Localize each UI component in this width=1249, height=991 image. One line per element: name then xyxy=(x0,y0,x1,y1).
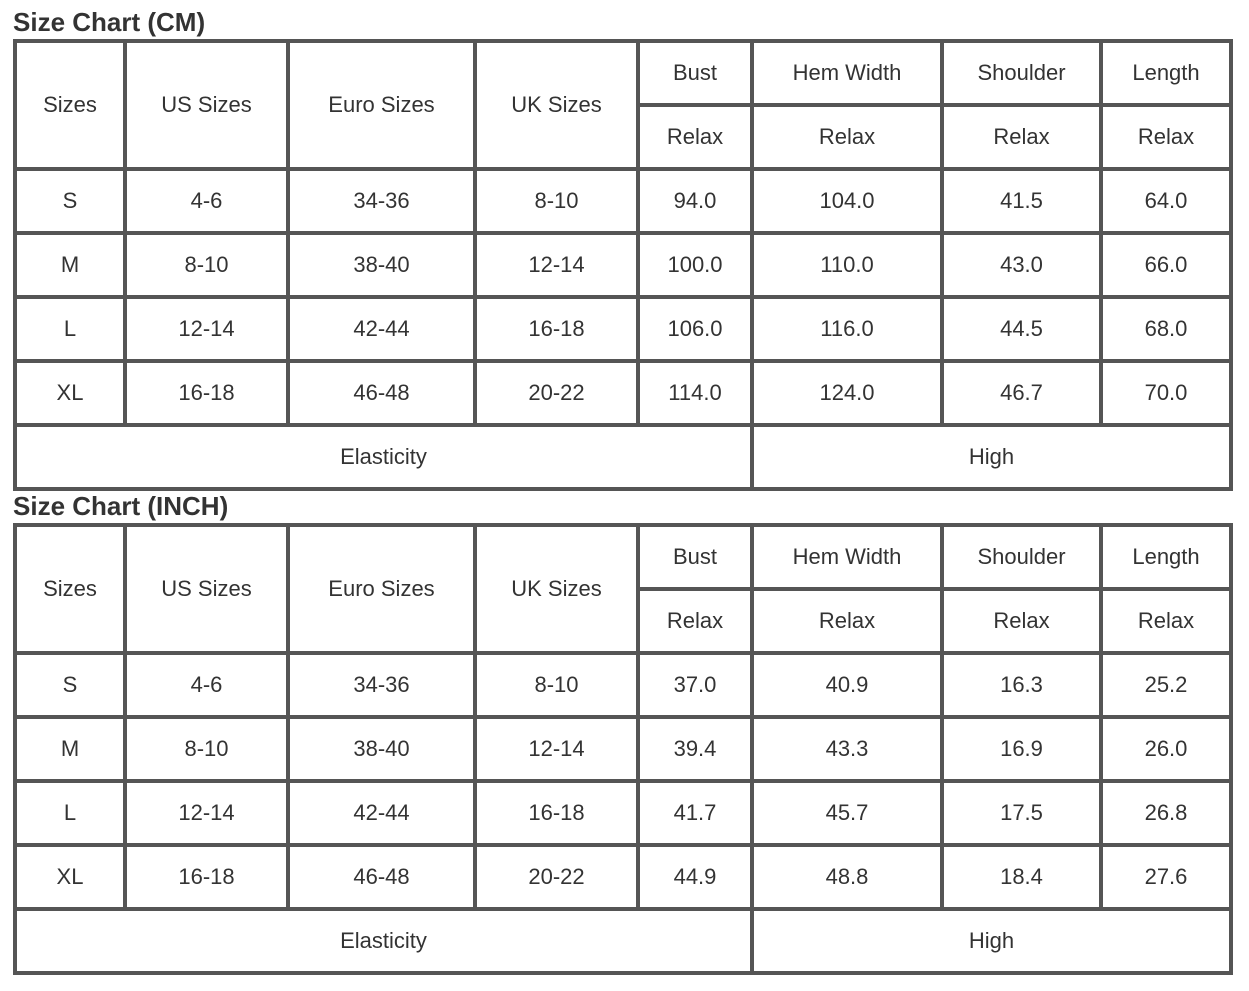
header-hem-width: Hem Width xyxy=(752,525,942,589)
table-row xyxy=(15,781,1231,845)
header-euro-sizes: Euro Sizes xyxy=(288,41,475,169)
table-row xyxy=(15,361,1231,425)
shoulder-cell: 46.7 xyxy=(942,361,1101,425)
bust-cell: 39.4 xyxy=(638,717,752,781)
size-cell: S xyxy=(15,653,125,717)
length-cell: 26.0 xyxy=(1101,717,1231,781)
hem-width-cell: 124.0 xyxy=(752,361,942,425)
length-cell: 26.8 xyxy=(1101,781,1231,845)
shoulder-cell: 18.4 xyxy=(942,845,1101,909)
uk-size-cell: 20-22 xyxy=(475,845,638,909)
shoulder-cell: 43.0 xyxy=(942,233,1101,297)
header-length: Length xyxy=(1101,525,1231,589)
header-us-sizes: US Sizes xyxy=(125,41,288,169)
header-bust: Bust xyxy=(638,525,752,589)
length-cell: 70.0 xyxy=(1101,361,1231,425)
uk-size-cell: 12-14 xyxy=(475,233,638,297)
size-cell: XL xyxy=(15,361,125,425)
table-row xyxy=(15,717,1231,781)
size-cell: L xyxy=(15,781,125,845)
header-sizes: Sizes xyxy=(15,525,125,653)
bust-cell: 100.0 xyxy=(638,233,752,297)
uk-size-cell: 20-22 xyxy=(475,361,638,425)
hem-width-cell: 48.8 xyxy=(752,845,942,909)
euro-size-cell: 42-44 xyxy=(288,781,475,845)
us-size-cell: 4-6 xyxy=(125,169,288,233)
table-row xyxy=(15,653,1231,717)
footer-row xyxy=(15,425,1231,489)
subheader-relax: Relax xyxy=(752,105,942,169)
euro-size-cell: 42-44 xyxy=(288,297,475,361)
chart-title: Size Chart (CM) xyxy=(13,7,206,37)
header-euro-sizes: Euro Sizes xyxy=(288,525,475,653)
us-size-cell: 4-6 xyxy=(125,653,288,717)
size-cell: L xyxy=(15,297,125,361)
header-shoulder: Shoulder xyxy=(942,525,1101,589)
shoulder-cell: 44.5 xyxy=(942,297,1101,361)
header-uk-sizes: UK Sizes xyxy=(475,41,638,169)
hem-width-cell: 116.0 xyxy=(752,297,942,361)
header-row xyxy=(15,41,1231,105)
header-us-sizes: US Sizes xyxy=(125,525,288,653)
subheader-relax: Relax xyxy=(1101,105,1231,169)
length-cell: 68.0 xyxy=(1101,297,1231,361)
header-shoulder: Shoulder xyxy=(942,41,1101,105)
table-row xyxy=(15,845,1231,909)
size-table xyxy=(13,523,1233,975)
size-table xyxy=(13,39,1233,491)
us-size-cell: 16-18 xyxy=(125,361,288,425)
subheader-relax: Relax xyxy=(638,589,752,653)
euro-size-cell: 34-36 xyxy=(288,169,475,233)
size-cell: M xyxy=(15,717,125,781)
bust-cell: 37.0 xyxy=(638,653,752,717)
header-hem-width: Hem Width xyxy=(752,41,942,105)
table-row xyxy=(15,169,1231,233)
uk-size-cell: 12-14 xyxy=(475,717,638,781)
us-size-cell: 8-10 xyxy=(125,717,288,781)
size-cell: M xyxy=(15,233,125,297)
euro-size-cell: 38-40 xyxy=(288,717,475,781)
euro-size-cell: 46-48 xyxy=(288,361,475,425)
length-cell: 25.2 xyxy=(1101,653,1231,717)
bust-cell: 106.0 xyxy=(638,297,752,361)
uk-size-cell: 16-18 xyxy=(475,297,638,361)
length-cell: 27.6 xyxy=(1101,845,1231,909)
hem-width-cell: 43.3 xyxy=(752,717,942,781)
length-cell: 66.0 xyxy=(1101,233,1231,297)
header-bust: Bust xyxy=(638,41,752,105)
subheader-relax: Relax xyxy=(638,105,752,169)
us-size-cell: 8-10 xyxy=(125,233,288,297)
header-uk-sizes: UK Sizes xyxy=(475,525,638,653)
shoulder-cell: 16.3 xyxy=(942,653,1101,717)
shoulder-cell: 16.9 xyxy=(942,717,1101,781)
hem-width-cell: 110.0 xyxy=(752,233,942,297)
uk-size-cell: 8-10 xyxy=(475,169,638,233)
subheader-relax: Relax xyxy=(942,589,1101,653)
elasticity-value: High xyxy=(752,909,1231,973)
size-chart-inch xyxy=(13,490,1233,975)
elasticity-label: Elasticity xyxy=(15,425,752,489)
subheader-relax: Relax xyxy=(1101,589,1231,653)
table-row xyxy=(15,233,1231,297)
uk-size-cell: 16-18 xyxy=(475,781,638,845)
elasticity-label: Elasticity xyxy=(15,909,752,973)
header-length: Length xyxy=(1101,41,1231,105)
hem-width-cell: 45.7 xyxy=(752,781,942,845)
euro-size-cell: 38-40 xyxy=(288,233,475,297)
size-cell: XL xyxy=(15,845,125,909)
chart-title: Size Chart (INCH) xyxy=(13,491,229,521)
footer-row xyxy=(15,909,1231,973)
shoulder-cell: 41.5 xyxy=(942,169,1101,233)
size-cell: S xyxy=(15,169,125,233)
subheader-relax: Relax xyxy=(752,589,942,653)
header-sizes: Sizes xyxy=(15,41,125,169)
subheader-relax: Relax xyxy=(942,105,1101,169)
us-size-cell: 12-14 xyxy=(125,781,288,845)
header-row xyxy=(15,525,1231,589)
euro-size-cell: 46-48 xyxy=(288,845,475,909)
us-size-cell: 12-14 xyxy=(125,297,288,361)
bust-cell: 114.0 xyxy=(638,361,752,425)
table-row xyxy=(15,297,1231,361)
us-size-cell: 16-18 xyxy=(125,845,288,909)
size-chart-cm xyxy=(13,6,1233,491)
bust-cell: 94.0 xyxy=(638,169,752,233)
bust-cell: 44.9 xyxy=(638,845,752,909)
shoulder-cell: 17.5 xyxy=(942,781,1101,845)
length-cell: 64.0 xyxy=(1101,169,1231,233)
elasticity-value: High xyxy=(752,425,1231,489)
hem-width-cell: 40.9 xyxy=(752,653,942,717)
uk-size-cell: 8-10 xyxy=(475,653,638,717)
hem-width-cell: 104.0 xyxy=(752,169,942,233)
bust-cell: 41.7 xyxy=(638,781,752,845)
euro-size-cell: 34-36 xyxy=(288,653,475,717)
